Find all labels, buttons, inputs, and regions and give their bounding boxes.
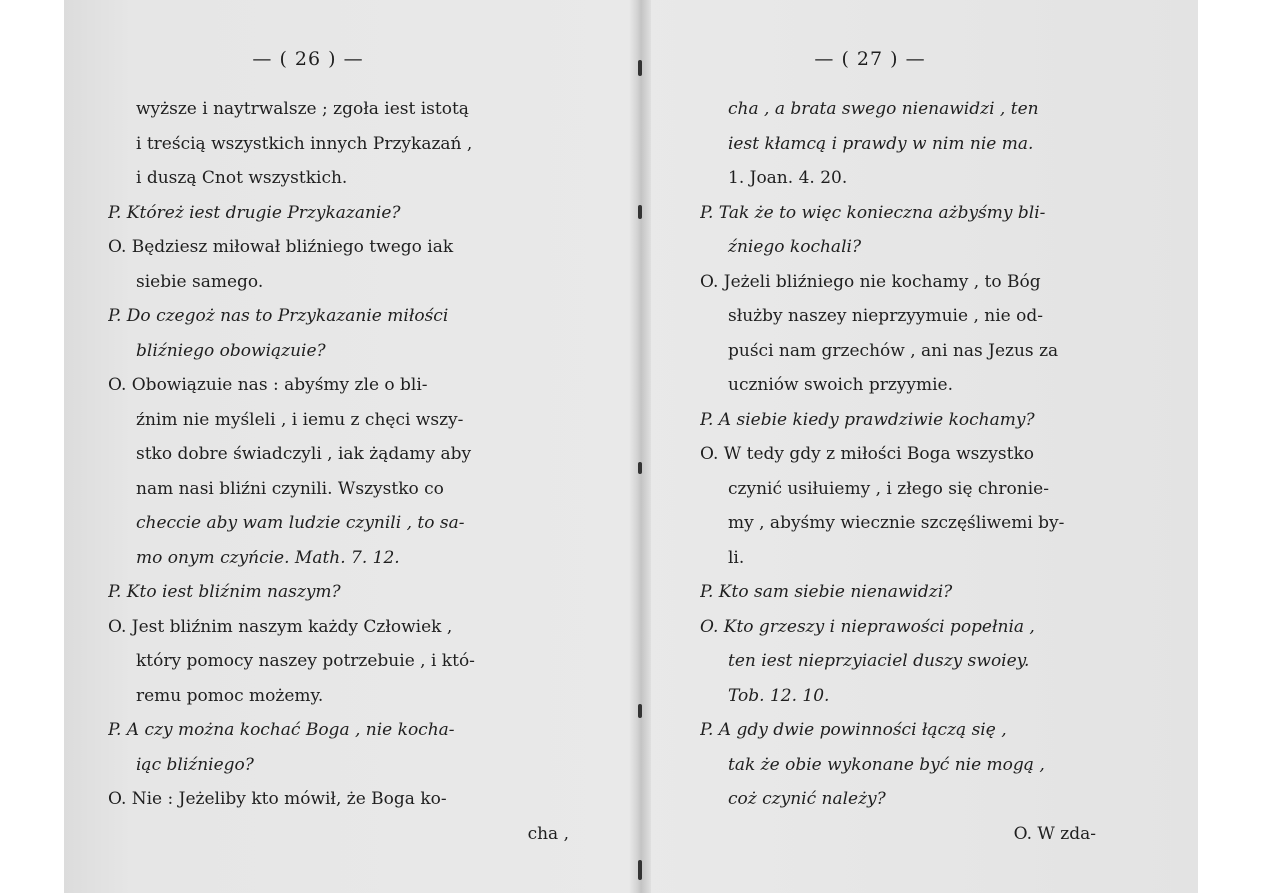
catchword: O. W zda- bbox=[1013, 823, 1096, 844]
text-line: 1. Joan. 4. 20. bbox=[728, 168, 848, 188]
question-line: źniego kochali? bbox=[728, 237, 862, 257]
question-line: P. A czy można kochać Boga , nie kocha- bbox=[108, 720, 455, 740]
question-line: P. A siebie kiedy prawdziwie kochamy? bbox=[700, 409, 1035, 430]
question-line: P. Do czegoż nas to Przykazanie miłości bbox=[108, 306, 449, 326]
text-line: O. Nie : Jeżeliby kto mówił, że Boga ko- bbox=[108, 789, 447, 809]
binding-stitch bbox=[638, 462, 642, 474]
text-line: służby naszey nieprzyymuie , nie od- bbox=[728, 306, 1043, 326]
binding-stitch bbox=[638, 205, 642, 219]
question-line: Tob. 12. 10. bbox=[728, 685, 830, 706]
text-line: który pomocy naszey potrzebuie , i któ- bbox=[136, 651, 475, 671]
binding-stitch bbox=[638, 704, 642, 718]
text-line: remu pomoc możemy. bbox=[136, 685, 324, 706]
text-line: wyższe i naytrwalsze ; zgoła iest istotą bbox=[136, 99, 469, 119]
text-line: my , abyśmy wiecznie szczęśliwemi by- bbox=[728, 513, 1065, 533]
text-line: i duszą Cnot wszystkich. bbox=[136, 168, 348, 188]
question-line: tak że obie wykonane być nie mogą , bbox=[728, 754, 1045, 775]
text-line: nam nasi bliźni czynili. Wszystko co bbox=[136, 478, 444, 499]
question-line: mo onym czyńcie. Math. 7. 12. bbox=[136, 547, 400, 568]
question-line: cha , a brata swego nienawidzi , ten bbox=[728, 99, 1039, 119]
question-line: bliźniego obowiązuie? bbox=[136, 340, 326, 361]
text-line: O. Będziesz miłował bliźniego twego iak bbox=[108, 237, 454, 257]
right-page bbox=[700, 0, 1120, 893]
right-page-text bbox=[700, 92, 1120, 851]
left-page-text bbox=[108, 92, 593, 851]
question-line: P. Kto iest bliźnim naszym? bbox=[108, 582, 341, 602]
question-line: P. Tak że to więc konieczna ażbyśmy bli- bbox=[700, 202, 1046, 223]
text-line: li. bbox=[728, 547, 745, 568]
question-line: P. Któreż iest drugie Przykazanie? bbox=[108, 202, 401, 223]
question-line: P. Kto sam siebie nienawidzi? bbox=[700, 582, 953, 602]
question-line: P. A gdy dwie powinności łączą się , bbox=[700, 720, 1007, 740]
question-line: iąc bliźniego? bbox=[136, 754, 254, 775]
question-line: iest kłamcą i prawdy w nim nie ma. bbox=[728, 133, 1034, 154]
question-line: checcie aby wam ludzie czynili , to sa- bbox=[136, 513, 465, 533]
page-number: — ( 27 ) — bbox=[814, 48, 926, 70]
page-number: — ( 26 ) — bbox=[252, 48, 364, 70]
text-line: czynić usiłuiemy , i złego się chronie- bbox=[728, 478, 1049, 499]
question-line: coż czynić należy? bbox=[728, 789, 886, 809]
text-line: puści nam grzechów , ani nas Jezus za bbox=[728, 340, 1059, 361]
catchword: cha , bbox=[527, 823, 569, 844]
book-gutter bbox=[629, 0, 651, 893]
text-line: źnim nie myśleli , i iemu z chęci wszy- bbox=[136, 409, 464, 430]
question-line: ten iest nieprzyiaciel duszy swoiey. bbox=[728, 651, 1030, 671]
question-line: O. Kto grzeszy i nieprawości popełnia , bbox=[700, 616, 1035, 637]
text-line: O. W tedy gdy z miłości Boga wszystko bbox=[700, 444, 1035, 464]
text-line: O. Jeżeli bliźniego nie kochamy , to Bóg bbox=[700, 271, 1041, 292]
text-line: O. Jest bliźnim naszym każdy Człowiek , bbox=[108, 616, 453, 637]
text-line: uczniów swoich przyymie. bbox=[728, 375, 954, 395]
text-line: stko dobre świadczyli , iak żądamy aby bbox=[136, 444, 472, 464]
text-line: i treścią wszystkich innych Przykazań , bbox=[136, 133, 473, 154]
binding-stitch bbox=[638, 860, 642, 880]
left-page bbox=[108, 0, 593, 893]
text-line: O. Obowiązuie nas : abyśmy zle o bli- bbox=[108, 375, 428, 395]
text-line: siebie samego. bbox=[136, 271, 264, 292]
binding-stitch bbox=[638, 60, 642, 76]
